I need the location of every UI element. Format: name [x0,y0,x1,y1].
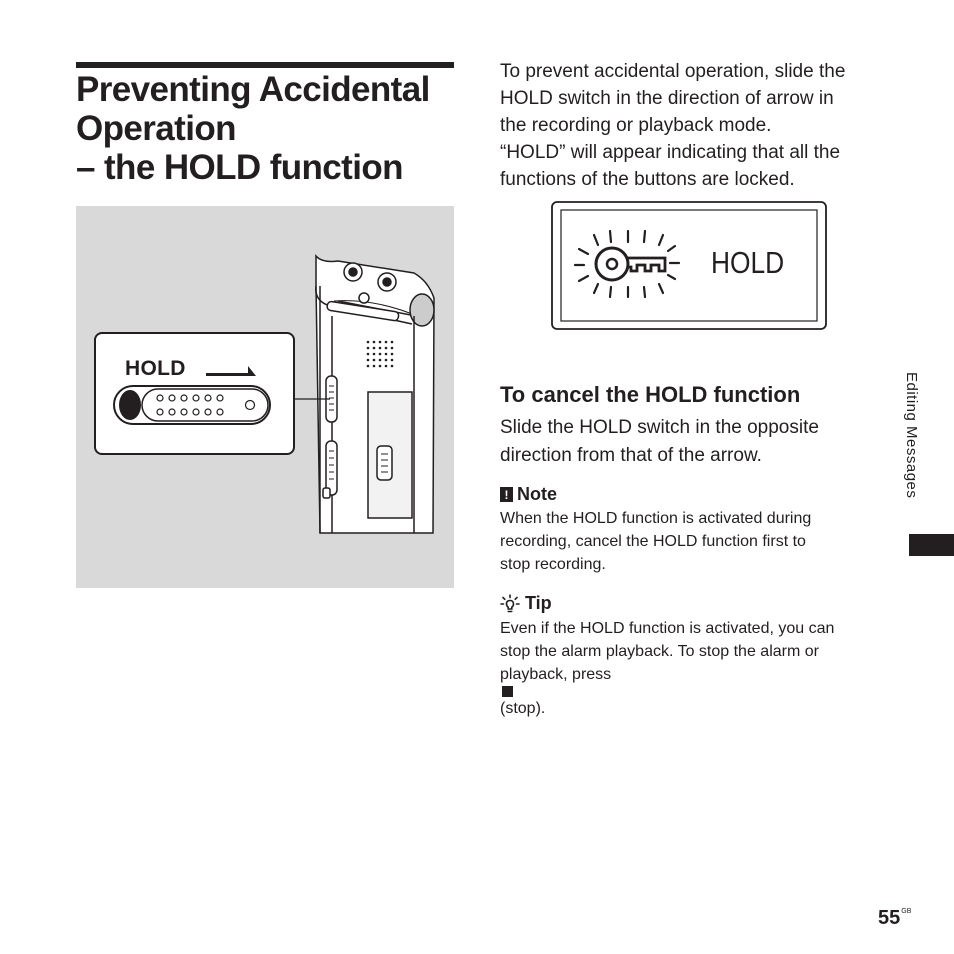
note-icon: ! [500,487,513,502]
intro-line: To prevent accidental operation, slide the [500,61,846,82]
intro-line: functions of the buttons are locked. [500,169,795,190]
stop-icon [502,686,513,697]
intro-paragraph [500,58,890,193]
intro-line: the recording or playback mode. [500,115,772,136]
title-line: Operation [76,109,236,148]
tip-title: Tip [525,593,552,613]
display-text: HOLD [711,245,785,280]
hold-switch [114,386,270,424]
tip-heading [500,593,552,614]
note-paragraph [500,507,900,576]
cancel-paragraph [500,414,900,470]
page-number-suffix: GB [901,908,912,915]
page-title [76,70,466,187]
page-number [878,907,911,930]
recorder-body [316,256,434,533]
tip-line: Even if the HOLD function is activated, you can [500,620,835,637]
tip-line-3-start: playback, press [500,666,612,683]
note-heading [500,484,557,505]
note-line: When the HOLD function is activated during [500,510,812,527]
intro-line: HOLD switch in the direction of arrow in [500,88,834,109]
note-title: Note [517,484,557,504]
tip-line-3-end: (stop). [500,700,546,717]
note-line: recording, cancel the HOLD function first to [500,533,806,550]
intro-line: “HOLD” will appear indicating that all the [500,142,841,163]
section-tab-marker [909,534,954,556]
cancel-line: direction from that of the arrow. [500,445,762,466]
recorder-drawing [76,206,454,588]
title-line: Preventing Accidental [76,70,430,109]
tip-line-3 [500,663,900,720]
display-frame [551,201,827,331]
tip-paragraph [500,617,900,720]
hold-switch-label: HOLD [125,357,186,380]
title-line: – the HOLD function [76,148,403,187]
cancel-line: Slide the HOLD switch in the opposite [500,417,819,438]
tip-line: stop the alarm playback. To stop the alarm or [500,643,819,660]
note-line: stop recording. [500,556,606,573]
title-rule [76,62,454,68]
recorder-illustration [76,206,454,588]
section-side-label: Editing Messages [903,372,920,499]
page-number-value: 55 [878,907,901,929]
lightbulb-icon [500,594,520,614]
cancel-heading: To cancel the HOLD function [500,382,801,407]
hold-display [551,201,827,336]
